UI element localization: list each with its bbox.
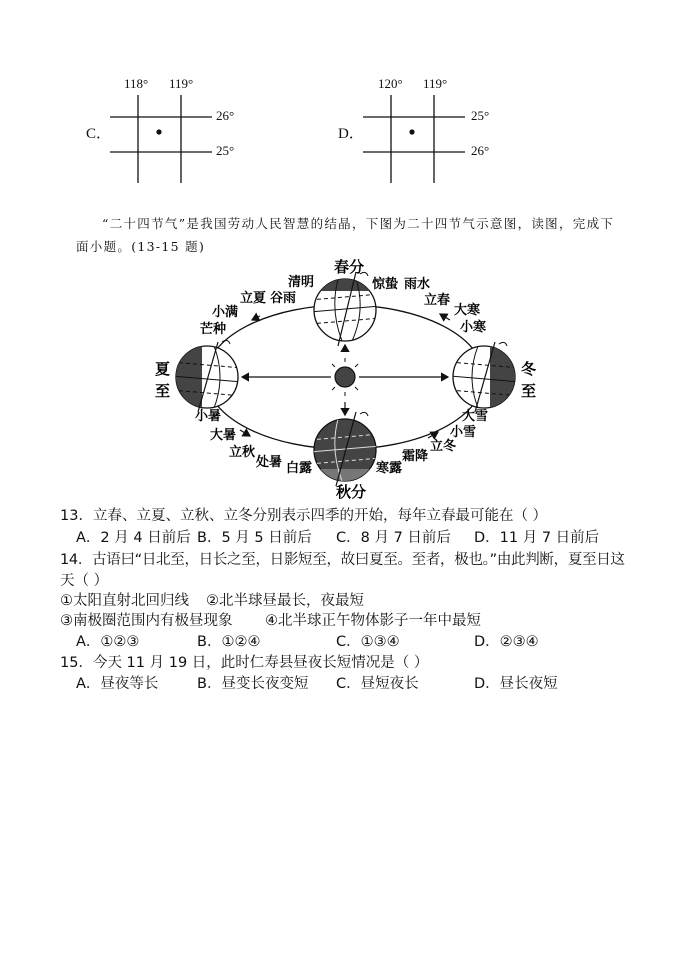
q14-option-d[interactable]: D．②③④: [474, 634, 539, 650]
label-winter-solstice-2: 至: [521, 382, 537, 400]
term-xiaoman: 小满: [212, 305, 239, 320]
term-qingming: 清明: [288, 275, 315, 290]
q13-option-d[interactable]: D．11 月 7 日前后: [474, 530, 600, 546]
sun-icon: [326, 358, 364, 396]
q14-statement-4: ④北半球正午物体影子一年中最短: [265, 613, 481, 629]
q14-statement-1: ①太阳直射北回归线: [60, 593, 189, 609]
q15-stem: 15．今天 11 月 19 日，此时仁寿县昼夜长短情况是（ ）: [60, 655, 429, 671]
term-chushu: 处暑: [256, 455, 283, 470]
grid-d-lines: [300, 0, 500, 190]
q13-option-a[interactable]: A．2 月 4 日前后: [76, 530, 191, 546]
q15-option-d[interactable]: D．昼长夜短: [474, 676, 558, 692]
grid-c-lat-bottom: 25°: [216, 143, 235, 158]
term-bailu: 白露: [286, 461, 313, 476]
label-autumn-equinox: 秋分: [336, 483, 367, 501]
earth-winter-solstice: [450, 342, 520, 412]
orbit-arrow-topright: [440, 314, 450, 320]
label-spring-equinox: 春分: [334, 258, 365, 276]
term-jingzhe: 惊蛰: [372, 277, 399, 292]
grid-d-label: D．: [338, 126, 364, 142]
grid-d-point: [409, 129, 414, 134]
earth-spring-equinox: [310, 272, 380, 346]
term-lichun: 立春: [424, 293, 451, 308]
label-winter-solstice-1: 冬: [521, 360, 537, 378]
grid-d-lon-right: 119°: [423, 76, 448, 91]
term-xiaoxue: 小雪: [450, 425, 477, 440]
grid-d-lat-bottom: 26°: [471, 143, 490, 158]
q14-statement-2: ②北半球昼最长，夜最短: [206, 593, 364, 609]
solar-terms-diagram: [0, 250, 688, 510]
term-liqiu: 立秋: [229, 445, 256, 460]
label-summer-solstice-1: 夏: [155, 360, 171, 378]
orbit-arrow-bottomleft: [240, 430, 250, 436]
q14-option-a[interactable]: A．①②③: [76, 634, 140, 650]
q15-option-c[interactable]: C．昼短夜长: [336, 676, 419, 692]
term-lixia: 立夏: [240, 291, 267, 306]
earth-summer-solstice: [172, 340, 242, 412]
term-hanlu: 寒露: [376, 461, 403, 476]
grid-c-lines: [0, 0, 300, 190]
grid-c-lon-left: 118°: [124, 76, 149, 91]
intro-line-2: 面小题。(13-15 题): [76, 239, 206, 254]
earth-autumn-equinox: [310, 412, 380, 486]
grid-d-lon-left: 120°: [378, 76, 403, 91]
grid-c-lat-top: 26°: [216, 108, 235, 123]
term-yushui: 雨水: [404, 277, 431, 292]
term-xiaohan: 小寒: [460, 320, 487, 335]
label-summer-solstice-2: 至: [155, 382, 171, 400]
orbit-arrow-topleft: [252, 316, 260, 320]
q14-option-b[interactable]: B．①②④: [197, 634, 261, 650]
q15-option-b[interactable]: B．昼变长夜变短: [197, 676, 309, 692]
grid-c-lon-right: 119°: [169, 76, 194, 91]
q14-stem-line-1: 14．古语曰“日北至，日长之至，日影短至，故曰夏至。至者，极也。”由此判断，夏至日这: [60, 552, 625, 568]
term-guyu: 谷雨: [270, 291, 297, 306]
term-xiaoshu: 小暑: [195, 409, 222, 424]
q13-option-c[interactable]: C．8 月 7 日前后: [336, 530, 451, 546]
term-lidong: 立冬: [430, 439, 457, 454]
term-shuangjiang: 霜降: [402, 449, 429, 464]
q14-statement-3: ③南极圈范围内有极昼现象: [60, 613, 233, 629]
q15-option-a[interactable]: A．昼夜等长: [76, 676, 159, 692]
term-dahan: 大寒: [454, 303, 481, 318]
q14-option-c[interactable]: C．①③④: [336, 634, 400, 650]
term-mangzhong: 芒种: [200, 322, 227, 337]
q14-stem-line-2: 天（ ）: [60, 573, 109, 589]
grid-c-point: [156, 129, 161, 134]
grid-d-lat-top: 25°: [471, 108, 490, 123]
term-dashu: 大暑: [210, 428, 237, 443]
q13-stem: 13．立春、立夏、立秋、立冬分别表示四季的开始，每年立春最可能在（ ）: [60, 508, 548, 524]
term-daxue: 大雪: [462, 409, 489, 424]
intro-line-1: “二十四节气”是我国劳动人民智慧的结晶，下图为二十四节气示意图，读图，完成下: [102, 216, 615, 231]
q13-option-b[interactable]: B．5 月 5 日前后: [197, 530, 312, 546]
grid-c-label: C．: [86, 126, 112, 142]
